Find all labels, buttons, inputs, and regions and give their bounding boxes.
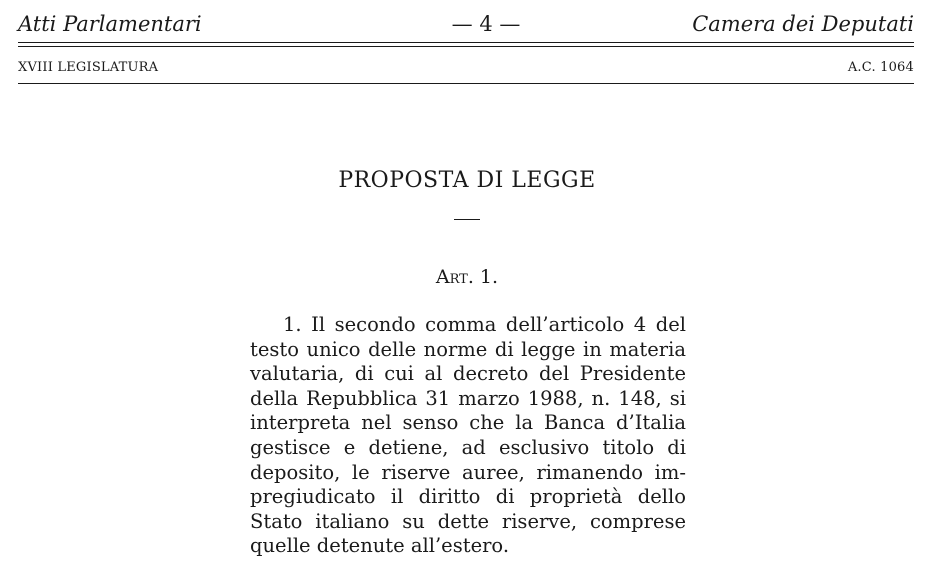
paragraph-line: deposito, le riserve auree, rimanendo im- <box>250 460 686 484</box>
header-chamber: Camera dei Deputati <box>692 12 914 36</box>
paragraph-line: Stato italiano su dette riserve, comprese <box>250 509 686 533</box>
paragraph-line: testo unico delle norme di legge in materia <box>250 337 686 361</box>
subheader-rule <box>18 83 914 84</box>
header-double-rule <box>18 42 914 47</box>
page-subheader <box>18 60 914 78</box>
paragraph-line: della Repubblica 31 marzo 1988, n. 148, si <box>250 386 686 410</box>
title-dash <box>454 219 480 220</box>
paragraph-line: 1. Il secondo comma dell’articolo 4 del <box>283 313 686 336</box>
article-heading: Art. 1. <box>435 266 499 288</box>
paragraph-line: gestisce e detiene, ad esclusivo titolo di <box>250 435 686 459</box>
paragraph-line: valutaria, di cui al decreto del Presidente <box>250 362 686 386</box>
page-header <box>18 12 914 42</box>
legislature-label: XVIII LEGISLATURA <box>18 60 159 75</box>
paragraph-line: interpreta nel senso che la Banca d’Italia <box>250 411 686 435</box>
paragraph-line: pregiudicato il diritto di proprietà dello <box>250 485 686 509</box>
article-paragraph <box>250 313 686 559</box>
page-number: — 4 — <box>451 12 521 36</box>
act-number: A.C. 1064 <box>847 60 914 75</box>
header-publication: Atti Parlamentari <box>18 12 202 36</box>
document-title: PROPOSTA DI LEGGE <box>338 168 596 193</box>
paragraph-line: quelle detenute all’estero. <box>250 534 510 558</box>
